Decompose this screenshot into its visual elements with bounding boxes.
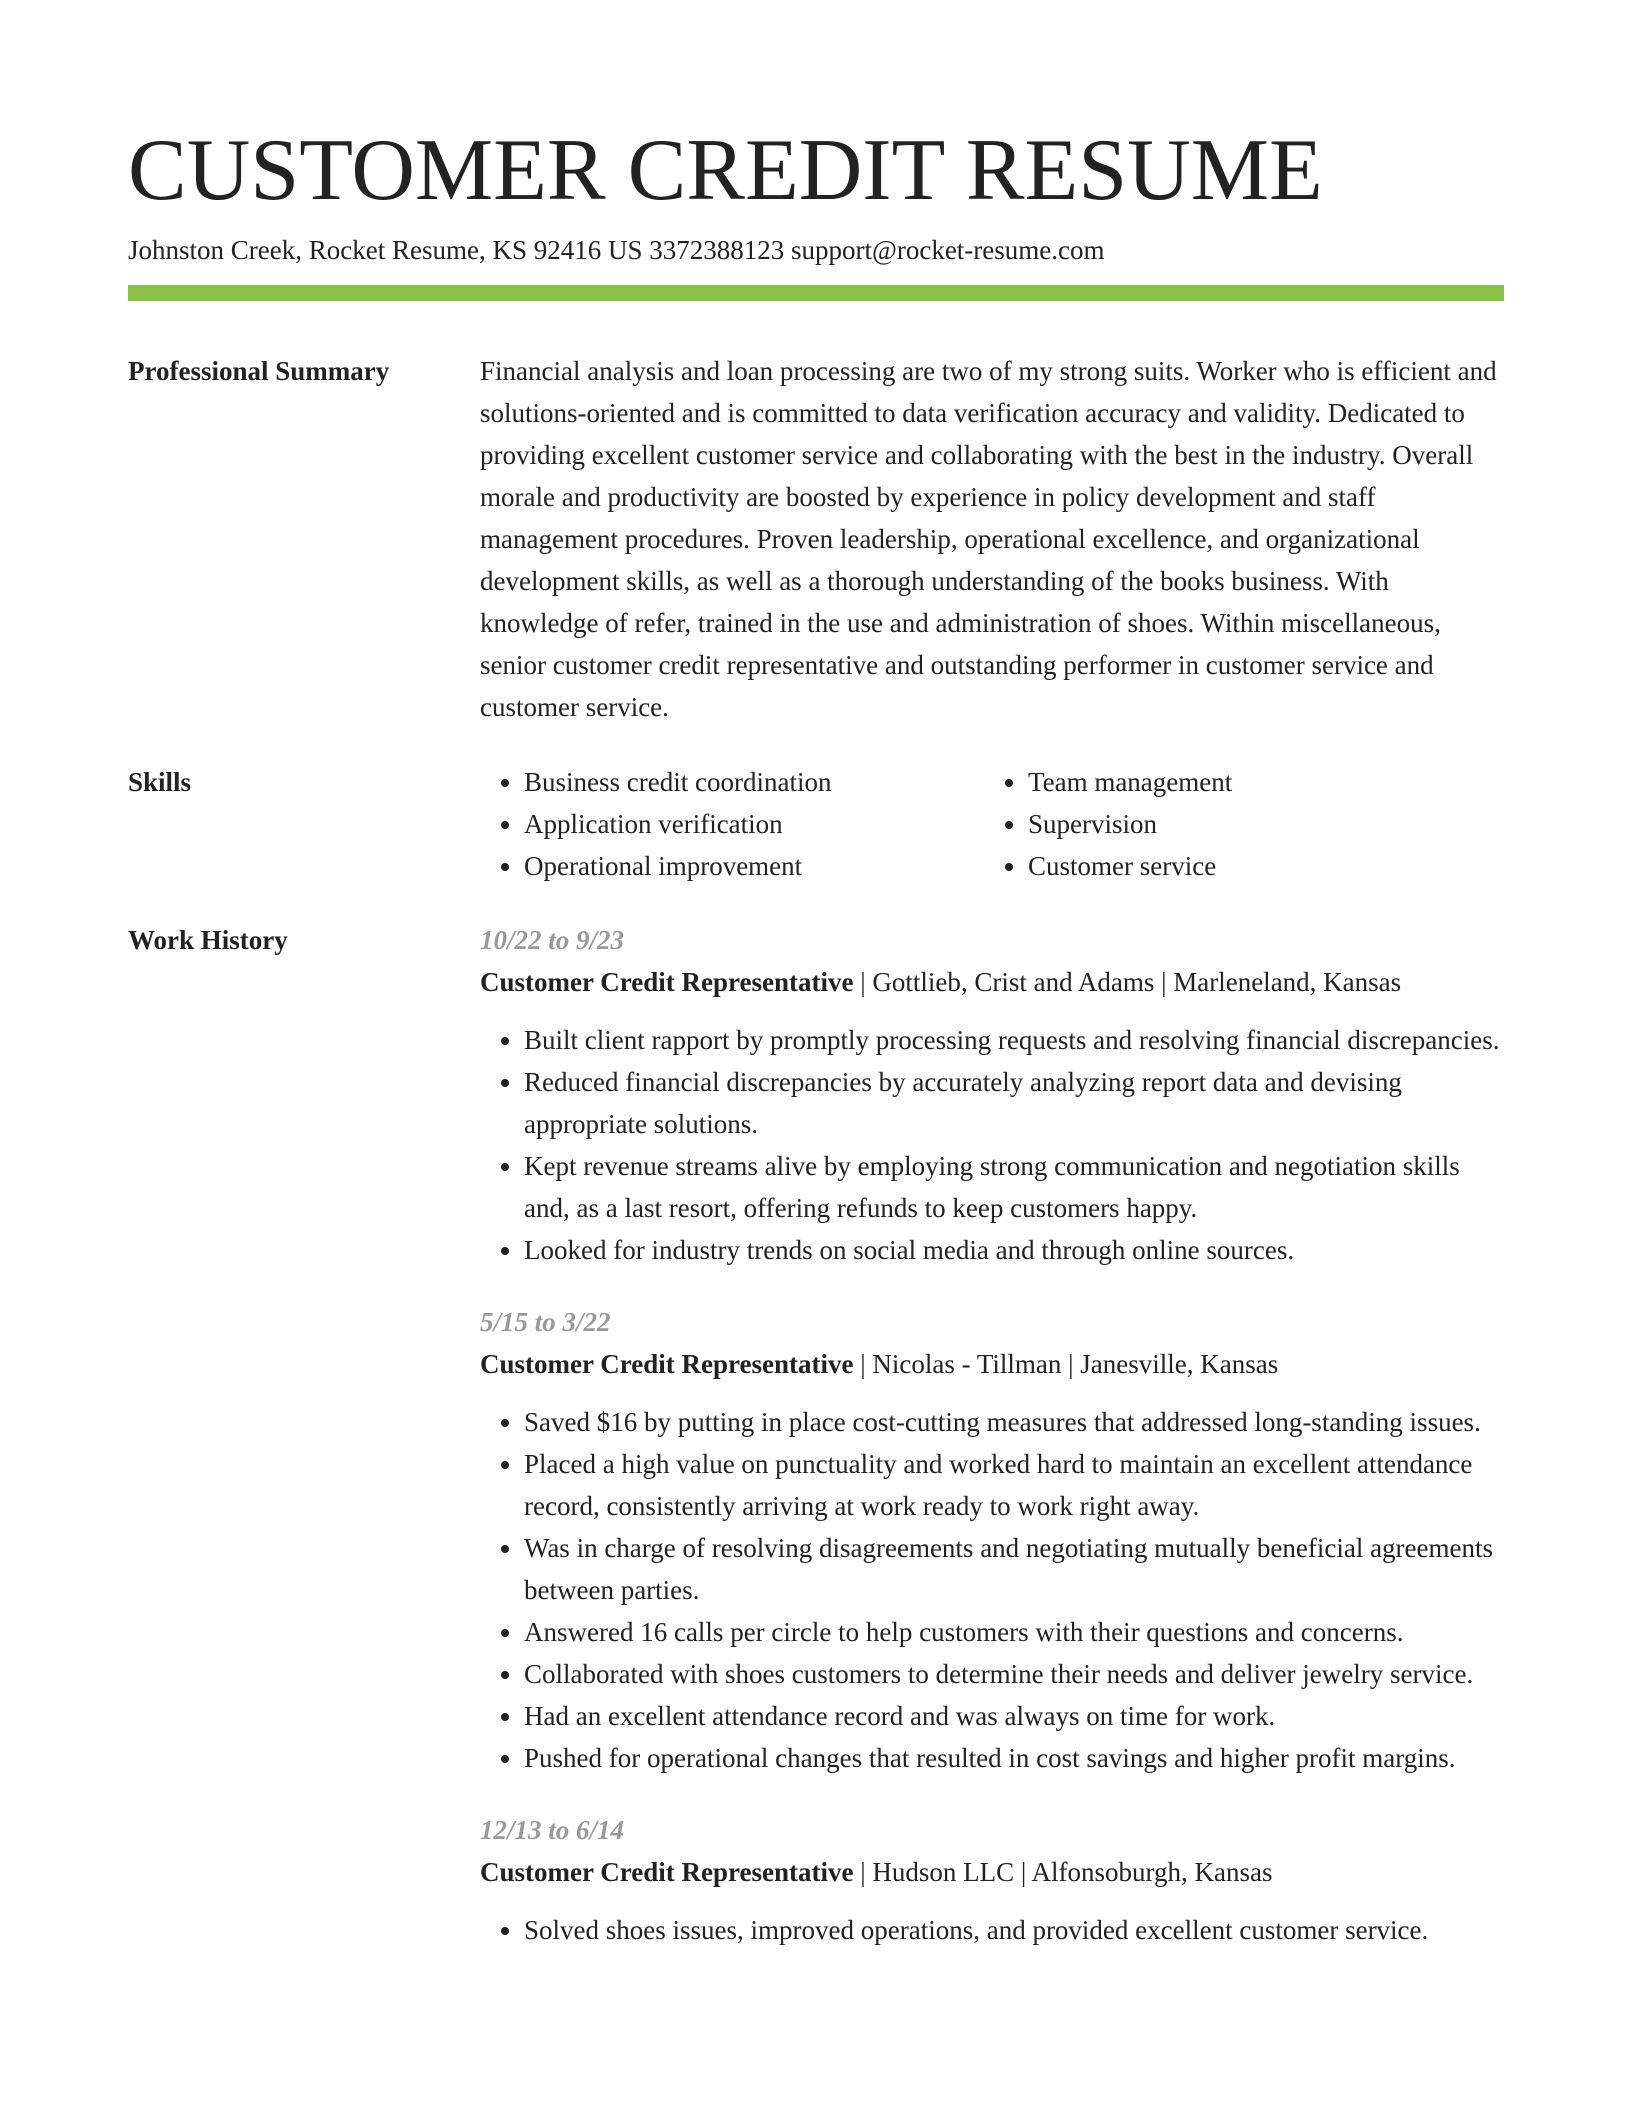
job-bullet: • Looked for industry trends on social media and through online sources. — [524, 1229, 1504, 1271]
skills-list-right — [984, 761, 1488, 887]
job-bullets — [480, 1909, 1504, 1951]
job-bullet: • Saved $16 by putting in place cost-cutting measures that addressed long-standing issues. — [524, 1401, 1504, 1443]
job-entry — [480, 919, 1504, 1271]
summary-text: Financial analysis and loan processing are two of my strong suits. Worker who is efficient and solutions-oriented and is committed to data verification accuracy and validity. Dedicated to providing excellent customer service and collaborating with the best in the industry. Overall morale and productivity are boosted by experience in policy development and staff management procedures. Proven leadership, operational excellence, and organizational development skills, as well as a thorough understanding of the books business. With knowledge of refer, trained in the use and administration of shoes. Within miscellaneous, senior customer credit representative and outstanding performer in customer service and customer service. — [480, 356, 1497, 722]
job-bullet: • Placed a high value on punctuality and worked hard to maintain an excellent attendance record, consistently arriving at work ready to work right away. — [524, 1443, 1504, 1527]
job-bullet: • Had an excellent attendance record and was always on time for work. — [524, 1695, 1504, 1737]
job-bullets — [480, 1019, 1504, 1271]
job-separator: | — [853, 1857, 873, 1887]
job-title: Customer Credit Representative — [480, 967, 854, 997]
job-separator: | — [1061, 1349, 1081, 1379]
skill-item: • Business credit coordination — [524, 761, 984, 803]
job-title-line — [480, 961, 1504, 1003]
skill-item: • Application verification — [524, 803, 984, 845]
job-bullet: • Was in charge of resolving disagreements and negotiating mutually beneficial agreements between parties. — [524, 1527, 1504, 1611]
job-location: Janesville, Kansas — [1080, 1349, 1279, 1379]
job-location: Alfonsoburgh, Kansas — [1031, 1857, 1273, 1887]
skills-columns — [480, 761, 1504, 887]
contact-line: Johnston Creek, Rocket Resume, KS 92416 US 3372388123 support@rocket-resume.com — [128, 235, 1105, 265]
job-entry — [480, 1809, 1504, 1951]
job-dates: 5/15 to 3/22 — [480, 1307, 611, 1337]
job-bullet: • Answered 16 calls per circle to help customers with their questions and concerns. — [524, 1611, 1504, 1653]
job-bullet: • Pushed for operational changes that resulted in cost savings and higher profit margins. — [524, 1737, 1504, 1779]
job-separator: | — [1154, 967, 1174, 997]
skill-item: • Team management — [1028, 761, 1488, 803]
job-bullet: • Kept revenue streams alive by employing strong communication and negotiation skills and, as a last resort, offering refunds to keep customers happy. — [524, 1145, 1504, 1229]
job-title-line — [480, 1851, 1504, 1893]
job-dates: 12/13 to 6/14 — [480, 1815, 625, 1845]
job-company: Nicolas - Tillman — [872, 1349, 1062, 1379]
job-bullet: • Reduced financial discrepancies by accurately analyzing report data and devising appropriate solutions. — [524, 1061, 1504, 1145]
job-bullet: • Solved shoes issues, improved operations, and provided excellent customer service. — [524, 1909, 1504, 1951]
job-bullets — [480, 1401, 1504, 1779]
resume-title: CUSTOMER CREDIT RESUME — [128, 122, 1323, 219]
header-divider — [128, 285, 1504, 301]
job-location: Marleneland, Kansas — [1173, 967, 1402, 997]
job-title: Customer Credit Representative — [480, 1349, 854, 1379]
job-separator: | — [1014, 1857, 1032, 1887]
skill-item: • Customer service — [1028, 845, 1488, 887]
job-title-line — [480, 1343, 1504, 1385]
section-label-work-history: Work History — [128, 925, 288, 955]
job-bullet: • Collaborated with shoes customers to determine their needs and deliver jewelry service. — [524, 1653, 1504, 1695]
job-title: Customer Credit Representative — [480, 1857, 854, 1887]
skill-item: • Operational improvement — [524, 845, 984, 887]
job-company: Gottlieb, Crist and Adams — [872, 967, 1155, 997]
job-company: Hudson LLC — [872, 1857, 1015, 1887]
skills-list-left — [480, 761, 984, 887]
job-dates: 10/22 to 9/23 — [480, 925, 625, 955]
job-separator: | — [853, 967, 873, 997]
section-label-skills: Skills — [128, 767, 192, 797]
job-entry — [480, 1301, 1504, 1779]
skill-item: • Supervision — [1028, 803, 1488, 845]
job-bullet: • Built client rapport by promptly processing requests and resolving financial discrepancies. — [524, 1019, 1504, 1061]
job-separator: | — [853, 1349, 873, 1379]
section-label-summary: Professional Summary — [128, 356, 390, 386]
